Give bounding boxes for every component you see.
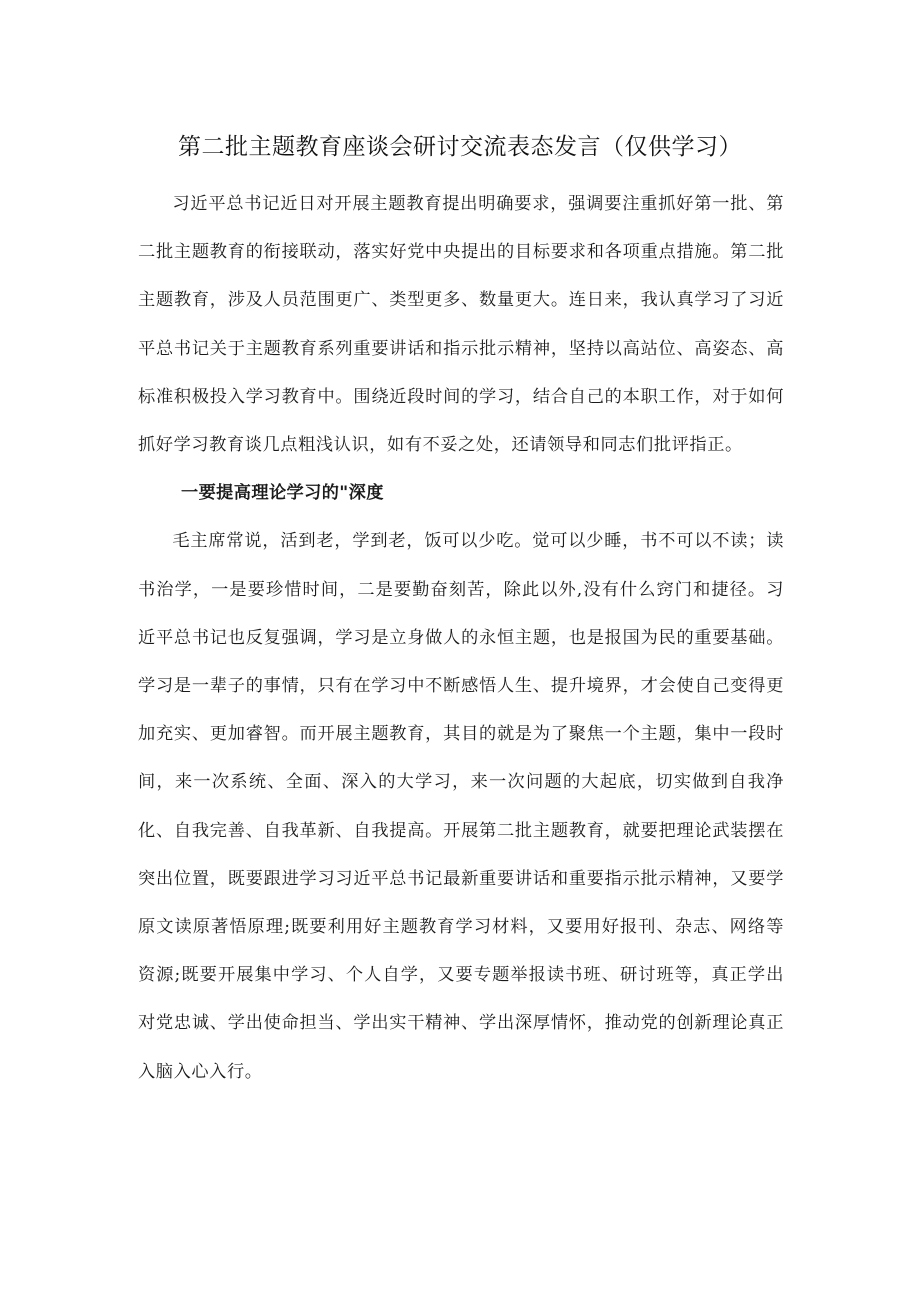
intro-paragraph: 习近平总书记近日对开展主题教育提出明确要求，强调要注重抓好第一批、第二批主题教育的衔接联动，落实好党中央提出的目标要求和各项重点措施。第二批主题教育，涉及人员范围更广、类型更多、数量更大。连日来，我认真学习了习近平总书记关于主题教育系列重要讲话和指示批示精神，坚持以高站位、高姿态、高标准积极投入学习教育中。围绕近段时间的学习，结合自己的本职工作，对于如何抓好学习教育谈几点粗浅认识，如有不妥之处，还请领导和同志们批评指正。 [138, 194, 784, 456]
section-paragraph: 毛主席常说，活到老，学到老，饭可以少吃。觉可以少睡，书不可以不读；读书治学，一是要珍惜时间，二是要勤奋刻苦，除此以外,没有什么窍门和捷径。习近平总书记也反复强调，学习是立身做人的永恒主题，也是报国为民的重要基础。学习是一辈子的事情，只有在学习中不断感悟人生、提升境界，才会使自己变得更加充实、更加睿智。而开展主题教育，其目的就是为了聚焦一个主题，集中一段时间，来一次系统、全面、深入的大学习，来一次问题的大起底，切实做到自我净化、自我完善、自我革新、自我提高。开展第二批主题教育，就要把理论武装摆在突出位置，既要跟进学习习近平总书记最新重要讲话和重要指示批示精神，又要学原文读原著悟原理;既要利用好主题教育学习材料，又要用好报刊、杂志、网络等资源;既要开展集中学习、个人自学，又要专题举报读书班、研讨班等，真正学出对党忠诚、学出使命担当、学出实干精神、学出深厚情怀，推动党的创新理论真正入脑入心入行。 [138, 531, 784, 1082]
document-body [138, 180, 784, 1096]
section-heading: 一要提高理论学习的"深度 [181, 483, 384, 504]
document-title: 第二批主题教育座谈会研讨交流表态发言（仅供学习） [178, 134, 742, 160]
